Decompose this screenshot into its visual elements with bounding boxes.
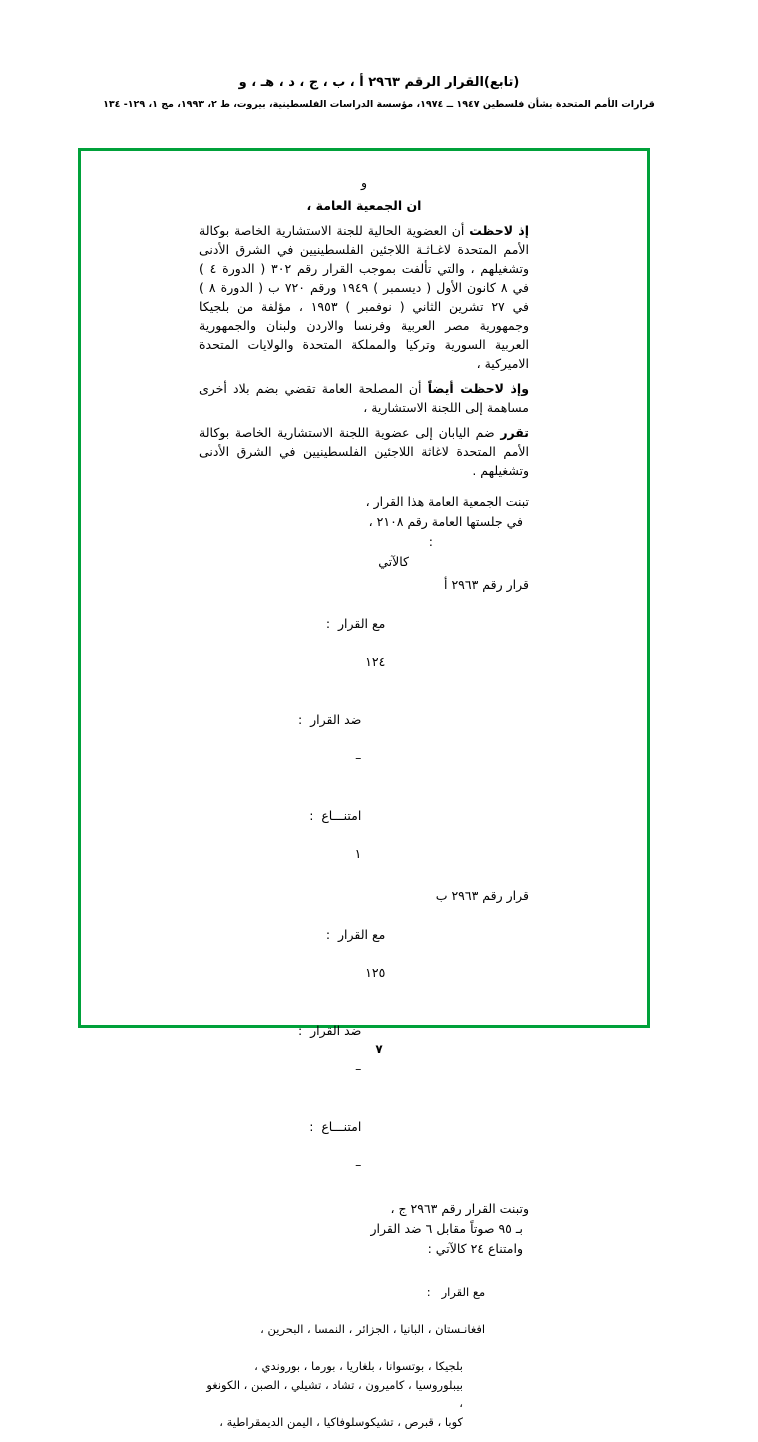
tally-b-row-for <box>199 906 529 1001</box>
tally-b-row-for-value: ١٢٥ <box>365 965 386 980</box>
adoption-line-1: تبنت الجمعية العامة هذا القرار ، <box>365 494 529 509</box>
paragraph-3 <box>199 423 529 480</box>
tally-b-row-against-value: – <box>355 1061 362 1076</box>
adoption-colon: : <box>428 534 433 549</box>
paragraph-1 <box>199 221 529 373</box>
assembly-heading: ان الجمعية العامة ، <box>306 198 422 213</box>
vote-note-line-2: بـ ٩٥ صوتاً مقابل ٦ ضد القرار <box>370 1221 523 1236</box>
paragraph-2-lead: وإذ لاحظت أيضاً <box>427 381 529 396</box>
tally-block-b <box>199 886 529 1193</box>
paragraph-3-lead: تقرر <box>500 425 529 440</box>
countries-line-1 <box>199 1264 529 1357</box>
tally-a-row-against-value: – <box>355 750 362 765</box>
document-header <box>0 74 758 110</box>
countries-list <box>199 1264 529 1432</box>
tally-b-row-abstain-label: امتنـــاع : <box>309 1119 362 1134</box>
tally-b-row-against-label: ضد القرار : <box>297 1023 362 1038</box>
paragraph-3-text: ضم اليابان إلى عضوية اللجنة الاستشارية الخاصة بوكالة الأمم المتحدة لاغاثة اللاجئين الفلسطينيين في الشرق الأدنى وتشغيلهم . <box>199 425 529 478</box>
tally-a-row-for-value: ١٢٤ <box>365 654 386 669</box>
countries-label: مع القرار : <box>426 1284 486 1299</box>
tally-b-row-abstain <box>199 1098 529 1193</box>
adoption-line-2: في جلستها العامة رقم ٢١٠٨ ، <box>368 514 523 529</box>
conjunction-waw: و <box>360 175 368 190</box>
countries-line-1-text: افغانـستان ، البانيا ، الجزائر ، النمسا ، البحرين ، <box>260 1321 486 1336</box>
paragraph-2 <box>199 379 529 417</box>
tally-b-row-abstain-value: – <box>355 1157 362 1172</box>
countries-line-3: بيبلوروسيا ، كاميرون ، تشاد ، تشيلي ، الصبن ، الكونغو ، <box>202 1377 463 1411</box>
countries-line-4: كوبا ، قبرص ، تشيكوسلوفاكيا ، اليمن الديمقراطية ، <box>219 1415 463 1429</box>
tally-a-row-abstain-value: ١ <box>354 846 362 861</box>
body-column <box>199 196 529 1432</box>
tally-a-row-against-label: ضد القرار : <box>297 712 362 727</box>
page-title: (تابع)القرار الرقم ٢٩٦٣ أ ، ب ، ج ، د ، هـ ، و <box>238 75 520 90</box>
paragraph-1-lead: إذ لاحظت <box>469 223 529 238</box>
adoption-line-3: كالآتي <box>378 554 409 569</box>
vote-note-block <box>199 1199 529 1258</box>
vote-note-line-3: وامتناع ٢٤ كالآتي : <box>427 1241 523 1256</box>
source-citation: قرارات الأمم المتحدة بشأن فلسطين ١٩٤٧ ــ ١٩٧٤، مؤسسة الدراسات الفلسطينية، بيروت، ط ٢، ١٩٩٣، مج ١، ١٢٩- ١٣٤ <box>103 99 655 111</box>
tally-block-a <box>199 575 529 882</box>
tally-a-row-for-label: مع القرار : <box>325 616 386 631</box>
page-number: ٧ <box>375 1042 383 1056</box>
paragraph-1-text: أن العضوية الحالية للجنة الاستشارية الخاصة بوكالة الأمم المتحدة لاغـاثـة اللاجئين الفلسطينيين في الشرق الأدنى وتشغيلهم ، والتي تألفت بموجب القرار رقم ٣٠٢ ( الدورة ٤ ) في ٨ كانون الأول ( ديسمبر ) ١٩٤٩ ورقم ٧٢٠ ب ( الدورة ٨ ) في ٢٧ تشرين الثاني ( نوفمبر ) ١٩٥٣ ، مؤلفة من بلجيكا وجمهورية مصر العربية وفرنسا والاردن ولبنان والجمهورية العربية السورية وتركيا والمملكة المتحدة والولايات المتحدة الاميركية ، <box>199 223 529 371</box>
resolution-body <box>81 151 647 1442</box>
adoption-block <box>199 492 529 571</box>
tally-a-row-against <box>199 691 529 786</box>
vote-note-line-1: وتبنت القرار رقم ٢٩٦٣ ج ، <box>390 1201 529 1216</box>
tally-b-row-for-label: مع القرار : <box>325 927 386 942</box>
countries-line-2: بلجيكا ، بوتسوانا ، بلغاريا ، بورما ، بوروندي ، <box>254 1359 463 1374</box>
tally-a-row-abstain <box>199 787 529 882</box>
tally-a-row-abstain-label: امتنـــاع : <box>309 808 362 823</box>
tally-b-heading: قرار رقم ٢٩٦٣ ب <box>435 888 529 903</box>
paragraph-2-text: أن المصلحة العامة تقضي بضم بلاد أخرى مساهمة إلى اللجنة الاستشارية ، <box>199 381 529 415</box>
bordered-content-frame <box>78 148 650 1429</box>
tally-a-heading: قرار رقم ٢٩٦٣ أ <box>444 577 529 592</box>
tally-a-row-for <box>199 595 529 690</box>
